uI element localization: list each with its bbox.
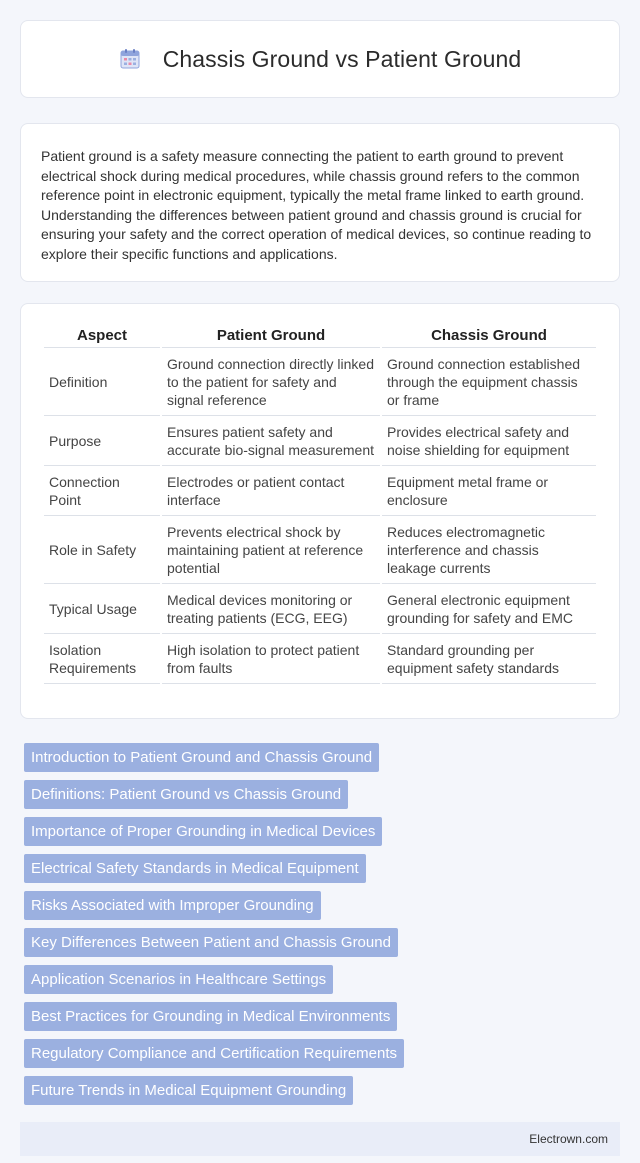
calendar-icon: [119, 48, 141, 70]
topic-link-risks[interactable]: Risks Associated with Improper Grounding: [24, 891, 321, 920]
intro-card: [20, 123, 620, 282]
topic-link-importance[interactable]: Importance of Proper Grounding in Medical Devices: [24, 817, 382, 846]
table-header-row: [44, 323, 596, 348]
cell-aspect: Isolation Requirements: [44, 634, 160, 684]
cell-patient-ground: High isolation to protect patient from faults: [162, 634, 380, 684]
cell-chassis-ground: Reduces electromagnetic interference and chassis leakage currents: [382, 516, 596, 584]
footer-site: Electrown.com: [529, 1132, 608, 1146]
header-patient-ground: Patient Ground: [162, 323, 380, 348]
table-row: [44, 348, 596, 416]
cell-aspect: Typical Usage: [44, 584, 160, 634]
header-chassis-ground: Chassis Ground: [382, 323, 596, 348]
intro-paragraph: Patient ground is a safety measure connecting the patient to earth ground to prevent electrical shock during medical procedures, while chassis ground refers to the common reference point in electronic equipment, typically the metal frame linked to earth ground. Understanding the differences between patient ground and chassis ground is crucial for ensuring your safety and the correct operation of medical devices, so continue reading to explore their specific functions and applications.: [41, 148, 592, 262]
table-row: [44, 584, 596, 634]
cell-patient-ground: Medical devices monitoring or treating patients (ECG, EEG): [162, 584, 380, 634]
cell-chassis-ground: Standard grounding per equipment safety standards: [382, 634, 596, 684]
page-title: Chassis Ground vs Patient Ground: [162, 45, 522, 72]
topic-links: [20, 743, 620, 1113]
cell-aspect: Connection Point: [44, 466, 160, 516]
cell-patient-ground: Electrodes or patient contact interface: [162, 466, 380, 516]
topic-link-introduction[interactable]: Introduction to Patient Ground and Chassis Ground: [24, 743, 379, 772]
topic-link-application-scenarios[interactable]: Application Scenarios in Healthcare Settings: [24, 965, 333, 994]
topic-link-key-differences[interactable]: Key Differences Between Patient and Chassis Ground: [24, 928, 398, 957]
cell-chassis-ground: Ground connection established through the equipment chassis or frame: [382, 348, 596, 416]
topic-link-safety-standards[interactable]: Electrical Safety Standards in Medical Equipment: [24, 854, 366, 883]
cell-patient-ground: Ground connection directly linked to the patient for safety and signal reference: [162, 348, 380, 416]
topic-link-future-trends[interactable]: Future Trends in Medical Equipment Grounding: [24, 1076, 353, 1105]
cell-chassis-ground: Provides electrical safety and noise shielding for equipment: [382, 416, 596, 466]
cell-chassis-ground: Equipment metal frame or enclosure: [382, 466, 596, 516]
cell-aspect: Purpose: [44, 416, 160, 466]
table-row: [44, 466, 596, 516]
topic-link-definitions[interactable]: Definitions: Patient Ground vs Chassis Ground: [24, 780, 348, 809]
cell-aspect: Definition: [44, 348, 160, 416]
cell-patient-ground: Ensures patient safety and accurate bio-signal measurement: [162, 416, 380, 466]
comparison-table-card: [20, 303, 620, 719]
cell-chassis-ground: General electronic equipment grounding for safety and EMC: [382, 584, 596, 634]
header-aspect: Aspect: [44, 323, 160, 348]
topic-link-best-practices[interactable]: Best Practices for Grounding in Medical Environments: [24, 1002, 397, 1031]
table-row: [44, 634, 596, 684]
title-card: [20, 20, 620, 98]
table-row: [44, 416, 596, 466]
footer: [20, 1122, 620, 1156]
comparison-table: [42, 323, 598, 684]
cell-patient-ground: Prevents electrical shock by maintaining patient at reference potential: [162, 516, 380, 584]
cell-aspect: Role in Safety: [44, 516, 160, 584]
topic-link-regulatory-compliance[interactable]: Regulatory Compliance and Certification Requirements: [24, 1039, 404, 1068]
table-row: [44, 516, 596, 584]
